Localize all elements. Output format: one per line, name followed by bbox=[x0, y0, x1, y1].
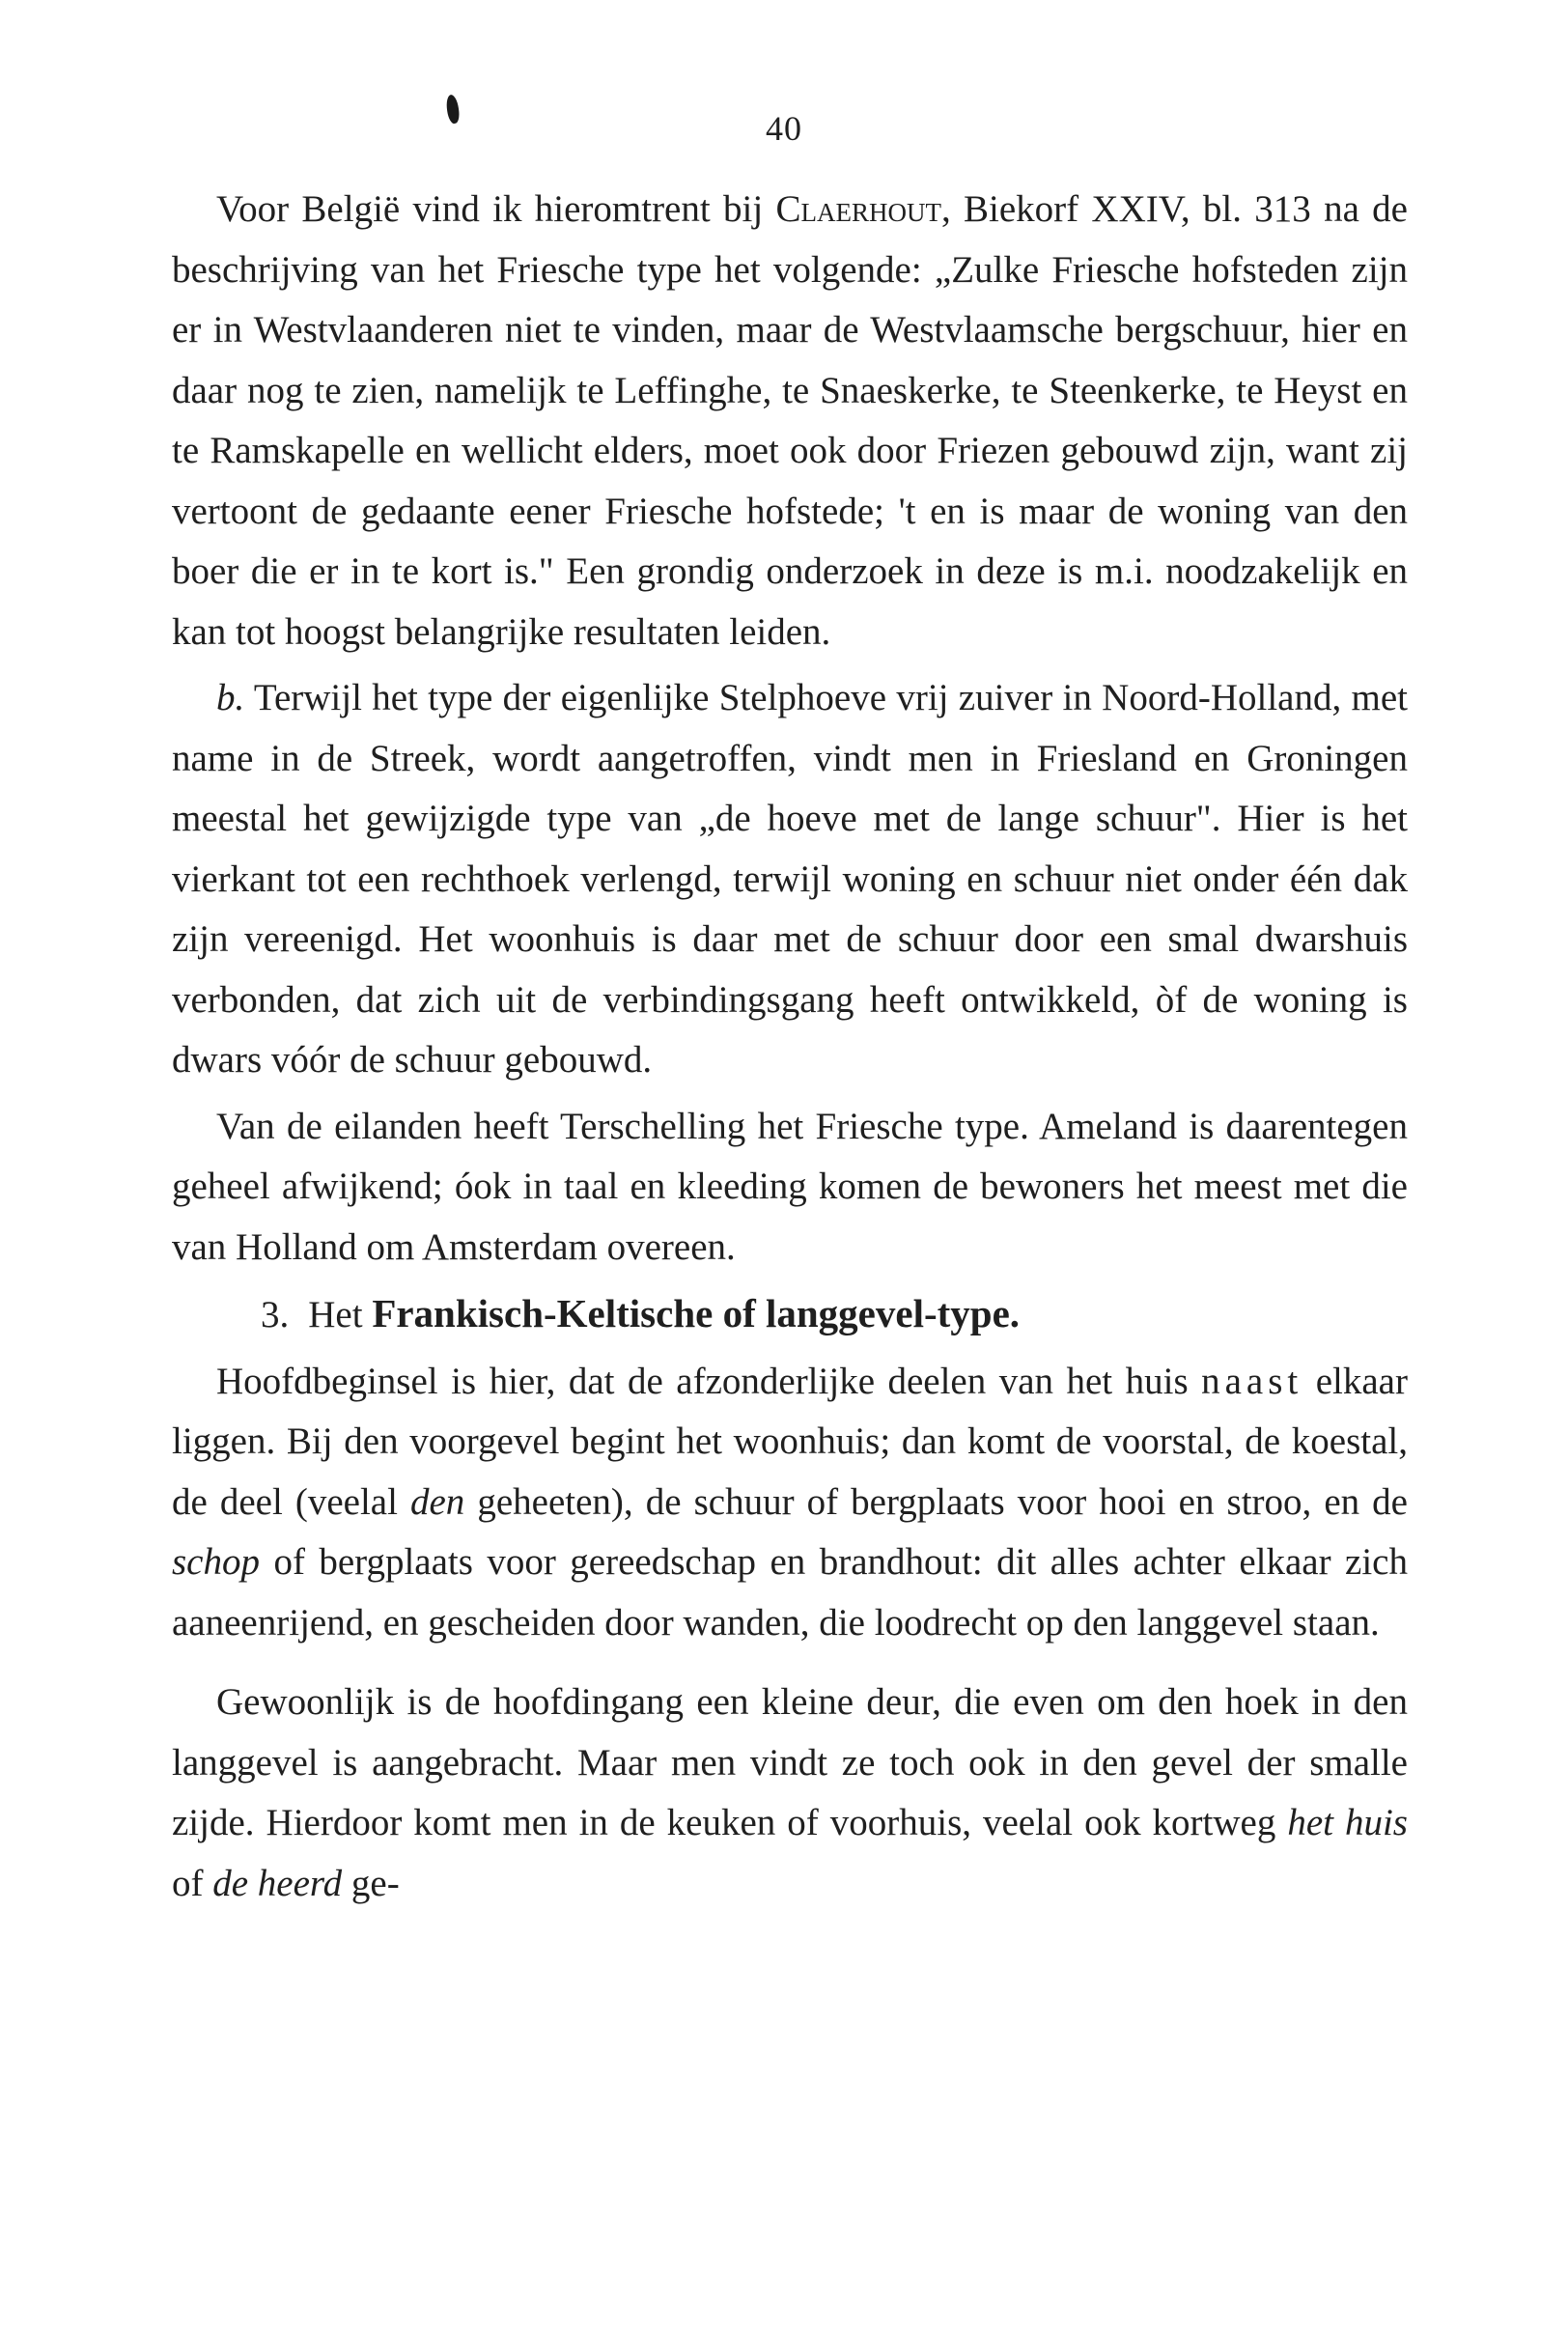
section-heading-prefix: Het bbox=[308, 1294, 373, 1335]
paragraph-eilanden bbox=[172, 1097, 1408, 1279]
paragraph-text: Voor België vind ik hieromtrent bij bbox=[216, 188, 776, 230]
paragraph-text: , Biekorf XXIV, bl. 313 na de beschrijving van het Friesche type het volgende: „Zulke Friesche hofsteden zijn er in Westvlaanderen niet te vinden, maar de Westvlaamsche bergschuur, hier en daar nog te zien, namelijk te Leffinghe, te Snaeskerke, te Steenkerke, te Heyst en te Ramskapelle en wellicht elders, moet ook door Friezen gebouwd zijn, want zij vertoont de gedaante eener Friesche hofstede; 't en is maar de woning van den boer die er in te kort is." Een grondig onderzoek in deze is m.i. noodzakelijk en kan tot hoogst belangrijke resultaten leiden. bbox=[172, 188, 1408, 653]
paragraph-text: ge- bbox=[342, 1862, 400, 1904]
page-number: 40 bbox=[766, 109, 802, 148]
item-label: b. bbox=[216, 677, 245, 718]
italic-term: den bbox=[410, 1480, 465, 1523]
paragraph-hoofdingang bbox=[172, 1672, 1408, 1914]
section-title: Frankisch-Keltische of langgevel-type. bbox=[372, 1291, 1021, 1335]
text-column bbox=[172, 180, 1408, 1914]
paragraph-text: Terwijl het type der eigenlijke Stelphoeve vrij zuiver in Noord-Holland, met name in de Streek, wordt aangetroffen, vindt men in Friesland en Groningen meestal het gewijzigde type van „de hoeve met de lange schuur". Hier is het vierkant tot een rechthoek verlengd, terwijl woning en schuur niet onder één dak zijn vereenigd. Het woonhuis is daar met de schuur door een smal dwarshuis verbonden, dat zich uit de verbindingsgang heeft ontwikkeld, òf de woning is dwars vóór de schuur gebouwd. bbox=[172, 677, 1408, 1081]
paragraph-text: elkaar liggen. Bij den voorgevel begint het woonhuis; dan komt de voorstal, de koestal, de deel (veelal bbox=[172, 1360, 1408, 1523]
italic-term: de heerd bbox=[212, 1862, 343, 1904]
paragraph-hoofdbeginsel bbox=[172, 1352, 1408, 1654]
italic-term: het huis bbox=[1287, 1802, 1408, 1843]
paragraph-stelphoeve bbox=[172, 668, 1408, 1091]
spaced-word: naast bbox=[1201, 1360, 1303, 1402]
italic-term: schop bbox=[172, 1541, 260, 1583]
section-heading bbox=[172, 1283, 1408, 1346]
paragraph-text: Gewoonlijk is de hoofdingang een kleine deur, die even om den hoek in den langgevel is aangebracht. Maar men vindt ze toch ook in den gevel der smalle zijde. Hierdoor komt men in de keuken of voorhuis, veelal ook kortweg bbox=[172, 1681, 1408, 1843]
paragraph-text: geheeten), de schuur of bergplaats voor hooi en stroo, en de bbox=[464, 1480, 1408, 1523]
paragraph-text: Van de eilanden heeft Terschelling het Friesche type. Ameland is daarentegen geheel afwijkend; óok in taal en kleeding komen de bewoners het meest met die van Holland om Amsterdam overeen. bbox=[172, 1105, 1408, 1268]
paragraph-belgie bbox=[172, 180, 1408, 662]
author-name: Claerhout bbox=[775, 188, 941, 230]
paragraph-text: of bergplaats voor gereedschap en brandhout: dit alles achter elkaar zich aaneenrijend, en gescheiden door wanden, die loodrecht op den langgevel staan. bbox=[172, 1541, 1408, 1644]
section-number: 3. bbox=[261, 1294, 290, 1335]
paragraph-text: of bbox=[172, 1862, 213, 1904]
paragraph-text: Hoofdbeginsel is hier, dat de afzonderlijke deelen van het huis bbox=[216, 1360, 1202, 1402]
